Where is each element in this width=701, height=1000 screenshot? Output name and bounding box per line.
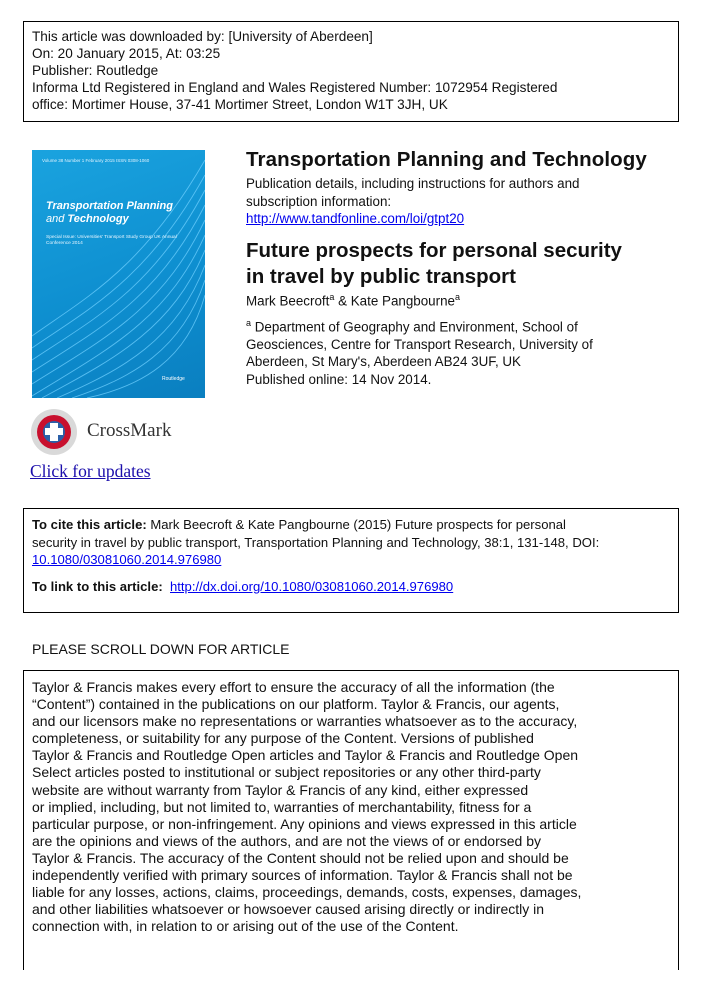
cover-road-lines-graphic — [32, 150, 205, 398]
cover-issue-strip: Volume 38 Number 1 February 2015 ISSN 0308-1060 — [42, 158, 150, 163]
disclaimer-line: “Content”) contained in the publications on our platform. Taylor & Francis, our agents, — [32, 696, 560, 713]
download-info-box — [23, 21, 679, 122]
article-title-line: Future prospects for personal security — [246, 239, 622, 262]
cover-title-line2 — [46, 213, 129, 225]
affiliation-line — [246, 315, 593, 336]
link-label: To link to this article: — [32, 578, 167, 594]
author-name: Kate Pangbourne — [350, 293, 455, 309]
crossmark-badge[interactable] — [30, 406, 180, 458]
cover-title-prefix: and — [46, 213, 68, 225]
affiliation-marker: a — [329, 292, 335, 302]
crossmark-label: CrossMark — [87, 420, 172, 441]
download-info-line: On: 20 January 2015, At: 03:25 — [32, 46, 221, 61]
cite-text: Mark Beecroft & Kate Pangbourne (2015) Future prospects for personal — [150, 517, 566, 532]
link-line — [32, 578, 670, 596]
cover-publisher-mark: Routledge — [162, 376, 185, 382]
authors — [246, 292, 460, 308]
author-name: Mark Beecroft — [246, 293, 330, 309]
journal-cover-image — [32, 150, 205, 398]
publication-details-line: subscription information: — [246, 193, 392, 209]
cite-line: security in travel by public transport, Transportation Planning and Technology, 38:1, 131-148, DOI: — [32, 534, 600, 550]
citation-box — [23, 508, 679, 613]
disclaimer-line: Taylor & Francis. The accuracy of the Content should not be relied upon and should be — [32, 849, 569, 866]
affiliation-text: Department of Geography and Environment, School of — [251, 319, 578, 335]
disclaimer-line: liable for any losses, actions, claims, proceedings, demands, costs, expenses, damages, — [32, 884, 582, 901]
article-doi-url-link[interactable]: http://dx.doi.org/10.1080/03081060.2014.976980 — [170, 578, 454, 594]
cover-title-line1: Transportation Planning — [46, 200, 173, 212]
article-title-line: in travel by public transport — [246, 265, 516, 288]
disclaimer-box — [23, 670, 679, 970]
journal-url-link[interactable]: http://www.tandfonline.com/loi/gtpt20 — [246, 211, 465, 226]
cover-subtitle: Special Issue: Universities' Transport Study Group UK Annual Conference 2014 — [46, 235, 177, 246]
affiliation — [246, 315, 593, 388]
affiliation-line: Geosciences, Centre for Transport Research, University of — [246, 336, 593, 352]
disclaimer-line: completeness, or suitability for any purpose of the Content. Versions of published — [32, 730, 534, 747]
cite-doi-link[interactable]: 10.1080/03081060.2014.976980 — [32, 552, 222, 567]
disclaimer-line: connection with, in relation to or arising out of the use of the Content. — [32, 918, 459, 935]
affiliation-line: Aberdeen, St Mary's, Aberdeen AB24 3UF, UK — [246, 354, 521, 370]
disclaimer-line: or implied, including, but not limited to, warranties of merchantability, fitness for a — [32, 798, 532, 815]
disclaimer-line: website are without warranty from Taylor & Francis of any kind, either expressed — [32, 781, 529, 798]
journal-title: Transportation Planning and Technology — [246, 148, 647, 171]
cite-line — [32, 516, 670, 534]
author-separator: & — [334, 293, 351, 309]
cover-title-bold: Technology — [67, 213, 129, 225]
disclaimer-line: particular purpose, or non-infringement. Any opinions and views expressed in this article — [32, 815, 577, 832]
disclaimer-line: are the opinions and views of the authors, and are not the views of or endorsed by — [32, 832, 541, 849]
disclaimer-line: and our licensors make no representations or warranties whatsoever as to the accuracy, — [32, 713, 578, 730]
publication-details-line: Publication details, including instructions for authors and — [246, 176, 580, 191]
disclaimer-line: Select articles posted to institutional or subject repositories or any other third-party — [32, 764, 541, 781]
disclaimer-line: independently verified with primary sources of information. Taylor & Francis shall not be — [32, 867, 573, 884]
click-for-updates-link[interactable]: Click for updates — [30, 461, 151, 481]
affiliation-marker: a — [246, 318, 252, 328]
download-info-line: This article was downloaded by: [University of Aberdeen] — [32, 29, 373, 44]
disclaimer-line: and other liabilities whatsoever or howsoever caused arising directly or indirectly in — [32, 901, 545, 918]
disclaimer-line: Taylor & Francis and Routledge Open articles and Taylor & Francis and Routledge Open — [32, 747, 579, 764]
disclaimer-line: Taylor & Francis makes every effort to ensure the accuracy of all the information (the — [32, 679, 555, 695]
publication-details — [246, 175, 579, 228]
download-info-line: Informa Ltd Registered in England and Wales Registered Number: 1072954 Registered — [32, 80, 558, 95]
cite-label: To cite this article: — [32, 517, 151, 532]
download-info-line: office: Mortimer House, 37-41 Mortimer Street, London W1T 3JH, UK — [32, 97, 448, 112]
download-info-line: Publisher: Routledge — [32, 63, 159, 78]
scroll-notice: PLEASE SCROLL DOWN FOR ARTICLE — [32, 641, 290, 657]
crossmark-icon — [30, 408, 78, 456]
article-title — [246, 238, 622, 290]
affiliation-marker: a — [455, 292, 461, 302]
published-online: Published online: 14 Nov 2014. — [246, 371, 432, 387]
